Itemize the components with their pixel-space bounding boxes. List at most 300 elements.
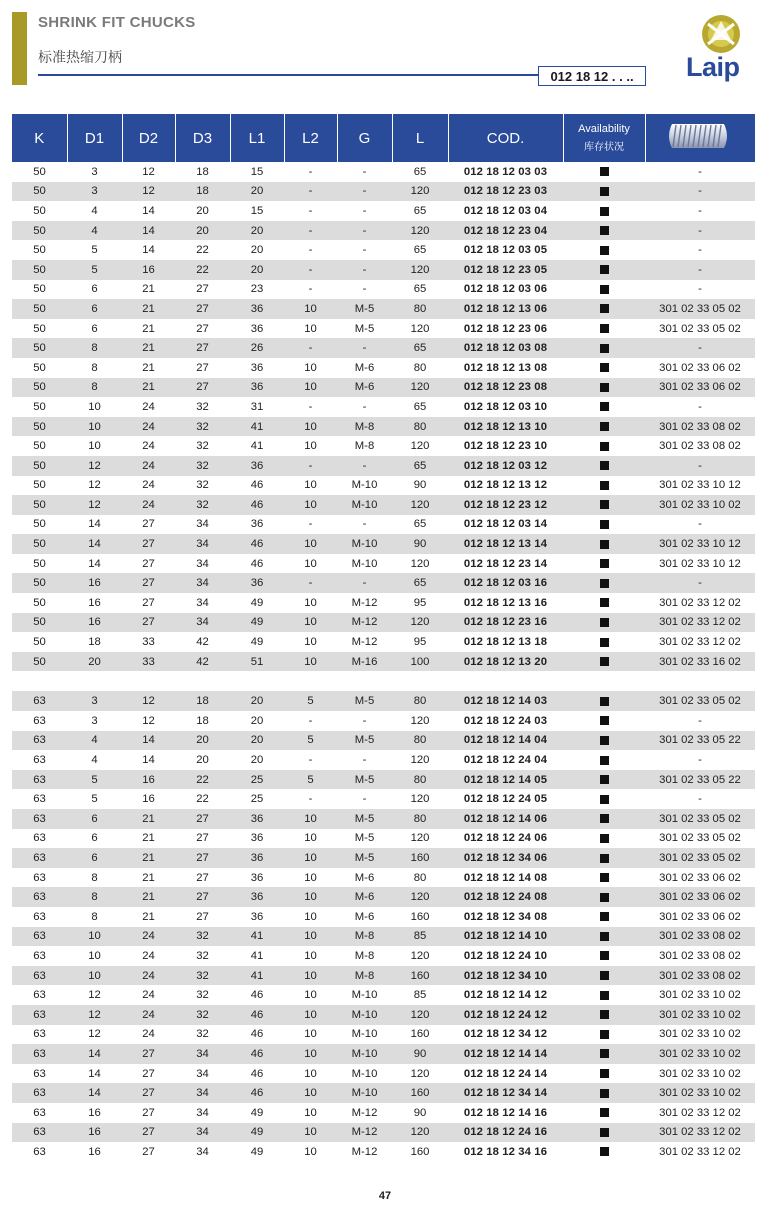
cell-d1: 6 xyxy=(67,809,122,829)
cell-d3: 27 xyxy=(196,283,209,296)
cell-k: 50 xyxy=(12,456,67,476)
cell-g: M-12 xyxy=(337,613,392,633)
cell-l2: 10 xyxy=(284,613,337,633)
cell-cod: 012 18 12 24 10 xyxy=(463,949,548,962)
cell-d1: 6 xyxy=(67,848,122,868)
cell-g: M-8 xyxy=(354,949,375,962)
cell-availability xyxy=(563,927,645,947)
cell-availability xyxy=(563,731,645,751)
cell-d3: 32 xyxy=(196,989,209,1002)
in-stock-square-icon xyxy=(600,246,609,255)
cell-cod: 012 18 12 23 04 xyxy=(448,221,563,241)
in-stock-square-icon xyxy=(600,207,609,216)
in-stock-square-icon xyxy=(600,795,609,804)
cell-d3: 27 xyxy=(175,299,230,319)
cell-d2: 21 xyxy=(142,283,155,296)
in-stock-square-icon xyxy=(600,932,609,941)
cell-k: 63 xyxy=(12,809,67,829)
cell-l: 95 xyxy=(413,596,427,609)
cell-l: 120 xyxy=(392,182,448,202)
cell-availability xyxy=(563,1064,645,1084)
cell-g: M-5 xyxy=(337,731,392,751)
col-header-k: K xyxy=(12,114,67,162)
cell-l1: 36 xyxy=(230,573,284,593)
cell-cod: 012 18 12 34 06 xyxy=(448,848,563,868)
cell-k: 50 xyxy=(33,518,46,531)
cell-d1: 14 xyxy=(67,1083,122,1103)
cell-g: M-8 xyxy=(337,966,392,986)
cell-availability xyxy=(563,299,645,319)
table-row xyxy=(12,201,755,221)
in-stock-square-icon xyxy=(600,618,609,627)
cell-l: 80 xyxy=(392,809,448,829)
cell-d2: 14 xyxy=(142,754,155,767)
cell-l2: - xyxy=(284,221,337,241)
cell-cod: 012 18 12 24 14 xyxy=(463,1067,548,1080)
cell-d2: 24 xyxy=(142,989,155,1002)
cell-d3: 27 xyxy=(196,871,209,884)
in-stock-square-icon xyxy=(600,854,609,863)
cell-l2: 10 xyxy=(304,989,317,1002)
cell-cod: 012 18 12 13 08 xyxy=(463,361,548,374)
cell-d1: 3 xyxy=(67,182,122,202)
cell-d3: 34 xyxy=(196,1067,209,1080)
cell-screw-code: - xyxy=(698,793,702,806)
cell-cod: 012 18 12 13 14 xyxy=(448,534,563,554)
cell-screw-code: 301 02 33 06 02 xyxy=(645,887,755,907)
cell-availability xyxy=(563,770,645,790)
cell-l: 160 xyxy=(392,848,448,868)
cell-d2: 27 xyxy=(122,1083,175,1103)
cell-d3: 32 xyxy=(175,1005,230,1025)
cell-l1: 46 xyxy=(250,1028,264,1041)
in-stock-square-icon xyxy=(600,442,609,451)
cell-g: M-6 xyxy=(354,361,375,374)
cell-availability xyxy=(563,456,645,476)
cell-screw-code: - xyxy=(698,518,702,531)
cell-l: 100 xyxy=(392,652,448,672)
cell-cod: 012 18 12 34 10 xyxy=(448,966,563,986)
cell-screw-code: 301 02 33 06 02 xyxy=(645,378,755,398)
cell-cod: 012 18 12 34 08 xyxy=(463,910,548,923)
cell-k: 50 xyxy=(12,260,67,280)
cell-cod: 012 18 12 14 14 xyxy=(448,1044,563,1064)
cell-l: 80 xyxy=(392,417,448,437)
col-header-d1: D1 xyxy=(67,114,122,162)
cell-screw-code: 301 02 33 06 02 xyxy=(659,361,741,374)
cell-availability xyxy=(563,534,645,554)
in-stock-square-icon xyxy=(600,1049,609,1058)
in-stock-square-icon xyxy=(600,971,609,980)
cell-screw-code: - xyxy=(698,165,702,178)
cell-cod: 012 18 12 23 08 xyxy=(448,378,563,398)
table-row xyxy=(12,966,755,986)
cell-k: 50 xyxy=(33,322,46,335)
cell-k: 63 xyxy=(12,1005,67,1025)
cell-d2: 14 xyxy=(142,244,155,257)
in-stock-square-icon xyxy=(600,520,609,529)
cell-k: 50 xyxy=(33,440,46,453)
cell-d1: 5 xyxy=(91,244,98,257)
header-divider xyxy=(38,74,538,76)
cell-d2: 21 xyxy=(142,322,155,335)
cell-d3: 18 xyxy=(175,691,230,711)
cell-l1: 36 xyxy=(250,518,264,531)
cell-l2: 10 xyxy=(284,1005,337,1025)
cell-l2: 10 xyxy=(304,322,317,335)
cell-d1: 8 xyxy=(91,910,98,923)
cell-l2: 10 xyxy=(284,1083,337,1103)
cell-d3: 22 xyxy=(196,793,209,806)
cell-d3: 27 xyxy=(196,910,209,923)
cell-l: 120 xyxy=(392,613,448,633)
cell-l: 120 xyxy=(410,949,430,962)
cell-g: M-5 xyxy=(337,770,392,790)
cell-l1: 15 xyxy=(250,204,264,217)
cell-l2: 10 xyxy=(304,361,317,374)
cell-l: 120 xyxy=(392,1005,448,1025)
cell-l1: 46 xyxy=(230,1044,284,1064)
cell-g: - xyxy=(362,714,367,727)
col-header-d3: D3 xyxy=(175,114,230,162)
cell-l1: 49 xyxy=(250,1145,264,1158)
cell-k: 50 xyxy=(12,378,67,398)
cell-g: M-5 xyxy=(354,832,375,845)
cell-screw-code: 301 02 33 06 02 xyxy=(659,910,741,923)
table-row xyxy=(12,652,755,672)
cell-l2: 10 xyxy=(304,440,317,453)
in-stock-square-icon xyxy=(600,912,609,921)
in-stock-square-icon xyxy=(600,500,609,509)
cell-cod: 012 18 12 03 03 xyxy=(463,165,548,178)
cell-d3: 34 xyxy=(175,1044,230,1064)
cell-d2: 24 xyxy=(142,440,155,453)
cell-cod: 012 18 12 23 14 xyxy=(463,557,548,570)
cell-screw-code: 301 02 33 08 02 xyxy=(659,949,741,962)
cell-l2: - xyxy=(284,573,337,593)
cell-k: 63 xyxy=(12,691,67,711)
in-stock-square-icon xyxy=(600,873,609,882)
table-row xyxy=(12,750,755,770)
cell-g: - xyxy=(337,456,392,476)
cell-cod: 012 18 12 14 16 xyxy=(463,1106,548,1119)
cell-availability xyxy=(563,985,645,1005)
cell-d3: 32 xyxy=(196,400,209,413)
cell-screw-code: 301 02 33 12 02 xyxy=(645,1123,755,1143)
cell-l2: - xyxy=(284,456,337,476)
cell-d1: 8 xyxy=(91,361,98,374)
cell-l: 120 xyxy=(410,557,430,570)
cell-d1: 16 xyxy=(88,1145,101,1158)
cell-cod: 012 18 12 23 10 xyxy=(463,440,548,453)
cell-l1: 41 xyxy=(230,927,284,947)
cell-availability xyxy=(563,162,645,182)
cell-k: 50 xyxy=(12,338,67,358)
cell-cod: 012 18 12 24 04 xyxy=(463,754,548,767)
cell-l1: 41 xyxy=(230,417,284,437)
cell-d2: 24 xyxy=(122,927,175,947)
cell-cod: 012 18 12 13 06 xyxy=(448,299,563,319)
table-row xyxy=(12,515,755,535)
cell-cod: 012 18 12 14 06 xyxy=(448,809,563,829)
cell-l2: 10 xyxy=(304,1028,317,1041)
cell-d2: 27 xyxy=(142,557,155,570)
table-row xyxy=(12,378,755,398)
cell-g: - xyxy=(362,244,367,257)
cell-d3: 32 xyxy=(175,495,230,515)
cell-l2: 10 xyxy=(304,871,317,884)
cell-l1: 36 xyxy=(250,322,264,335)
cell-g: M-16 xyxy=(337,652,392,672)
cell-l: 120 xyxy=(410,440,430,453)
cell-l: 120 xyxy=(392,260,448,280)
cell-screw-code: 301 02 33 05 02 xyxy=(659,322,741,335)
cell-l2: 5 xyxy=(284,691,337,711)
in-stock-square-icon xyxy=(600,344,609,353)
cell-cod: 012 18 12 13 20 xyxy=(448,652,563,672)
cell-l: 65 xyxy=(413,283,427,296)
cell-d1: 16 xyxy=(67,613,122,633)
availability-label-zh: 库存状况 xyxy=(584,142,624,153)
cell-d1: 10 xyxy=(67,927,122,947)
table-body xyxy=(12,162,755,1162)
cell-cod: 012 18 12 13 12 xyxy=(463,479,548,492)
cell-l1: 46 xyxy=(230,1005,284,1025)
cell-screw-code: 301 02 33 12 02 xyxy=(659,1145,741,1158)
in-stock-square-icon xyxy=(600,736,609,745)
cell-l1: 36 xyxy=(230,809,284,829)
in-stock-square-icon xyxy=(600,167,609,176)
cell-l2: 10 xyxy=(284,378,337,398)
cell-d2: 27 xyxy=(122,613,175,633)
cell-d2: 24 xyxy=(142,1028,155,1041)
in-stock-square-icon xyxy=(600,775,609,784)
table-row xyxy=(12,809,755,829)
table-row xyxy=(12,731,755,751)
cell-d1: 8 xyxy=(67,887,122,907)
cell-l: 120 xyxy=(410,322,430,335)
cell-d2: 24 xyxy=(122,495,175,515)
cell-g: M-6 xyxy=(337,378,392,398)
cell-k: 63 xyxy=(12,770,67,790)
in-stock-square-icon xyxy=(600,951,609,960)
table-row xyxy=(12,829,755,849)
cell-l1: 46 xyxy=(230,1083,284,1103)
cell-screw-code: 301 02 33 10 12 xyxy=(659,557,741,570)
cell-l2: 10 xyxy=(284,495,337,515)
cell-screw-code: - xyxy=(698,204,702,217)
table-row xyxy=(12,1103,755,1123)
cell-d1: 6 xyxy=(91,322,98,335)
cell-availability xyxy=(563,1005,645,1025)
cell-d1: 10 xyxy=(88,400,101,413)
cell-l: 65 xyxy=(413,400,427,413)
cell-d3: 18 xyxy=(175,182,230,202)
table-row xyxy=(12,1083,755,1103)
col-header-l1: L1 xyxy=(230,114,284,162)
cell-d1: 16 xyxy=(88,596,101,609)
cell-k: 63 xyxy=(12,966,67,986)
page-subtitle: 标准热缩刀柄 xyxy=(38,50,122,66)
cell-l2: 10 xyxy=(284,848,337,868)
cell-g: - xyxy=(337,260,392,280)
cell-availability xyxy=(563,319,645,339)
cell-g: M-5 xyxy=(337,691,392,711)
cell-d1: 6 xyxy=(91,832,98,845)
cell-d1: 10 xyxy=(88,440,101,453)
table-row xyxy=(12,593,755,613)
cell-l1: 46 xyxy=(250,479,264,492)
cell-cod: 012 18 12 14 08 xyxy=(463,871,548,884)
cell-d2: 27 xyxy=(122,1123,175,1143)
cell-g: M-10 xyxy=(337,1083,392,1103)
cell-d1: 10 xyxy=(67,966,122,986)
cell-g: M-10 xyxy=(337,495,392,515)
in-stock-square-icon xyxy=(600,657,609,666)
cell-screw-code: - xyxy=(698,283,702,296)
cell-cod: 012 18 12 03 16 xyxy=(448,573,563,593)
cell-l: 120 xyxy=(410,714,430,727)
table-row xyxy=(12,260,755,280)
cell-screw-code: 301 02 33 08 02 xyxy=(659,440,741,453)
cell-k: 50 xyxy=(33,636,46,649)
cell-d3: 34 xyxy=(196,1106,209,1119)
cell-cod: 012 18 12 13 16 xyxy=(463,596,548,609)
cell-l1: 36 xyxy=(250,361,264,374)
cell-g: M-5 xyxy=(337,809,392,829)
cell-k: 50 xyxy=(12,534,67,554)
cell-k: 63 xyxy=(33,1067,46,1080)
cell-availability xyxy=(563,436,645,456)
cell-k: 50 xyxy=(12,613,67,633)
cell-g: M-12 xyxy=(351,1145,378,1158)
cell-availability xyxy=(563,907,645,927)
cell-d3: 27 xyxy=(175,848,230,868)
cell-l2: - xyxy=(308,714,313,727)
table-header-row xyxy=(12,114,755,162)
threaded-screw-icon xyxy=(664,120,736,152)
cell-d2: 14 xyxy=(122,221,175,241)
cell-d2: 16 xyxy=(122,260,175,280)
cell-d2: 12 xyxy=(122,691,175,711)
cell-cod: 012 18 12 03 12 xyxy=(448,456,563,476)
cell-availability xyxy=(563,495,645,515)
cell-l: 80 xyxy=(392,299,448,319)
cell-l: 160 xyxy=(410,1145,430,1158)
cell-screw-code: - xyxy=(645,221,755,241)
cell-availability xyxy=(563,868,645,888)
cell-k: 63 xyxy=(12,848,67,868)
cell-availability xyxy=(563,848,645,868)
cell-k: 50 xyxy=(12,221,67,241)
cell-l2: 10 xyxy=(304,1145,317,1158)
cell-availability xyxy=(563,358,645,378)
table-row xyxy=(12,1123,755,1143)
cell-availability xyxy=(563,946,645,966)
cell-l1: 41 xyxy=(250,440,264,453)
col-header-g: G xyxy=(337,114,392,162)
cell-availability xyxy=(563,750,645,770)
table-row xyxy=(12,358,755,378)
cell-screw-code: 301 02 33 05 02 xyxy=(659,832,741,845)
cell-k: 50 xyxy=(33,479,46,492)
cell-l1: 46 xyxy=(250,1067,264,1080)
cell-d1: 14 xyxy=(88,557,101,570)
col-header-l: L xyxy=(392,114,448,162)
cell-d2: 27 xyxy=(142,1067,155,1080)
table-row xyxy=(12,1142,755,1162)
cell-g: M-10 xyxy=(351,989,378,1002)
cell-cod: 012 18 12 24 05 xyxy=(463,793,548,806)
cell-d3: 22 xyxy=(196,244,209,257)
cell-l2: - xyxy=(308,754,313,767)
cell-screw-code: 301 02 33 05 02 xyxy=(645,848,755,868)
cell-l: 90 xyxy=(392,534,448,554)
cell-g: M-8 xyxy=(337,927,392,947)
cell-l2: 10 xyxy=(304,832,317,845)
cell-screw-code: 301 02 33 10 12 xyxy=(645,534,755,554)
cell-g: M-10 xyxy=(337,1005,392,1025)
cell-d3: 18 xyxy=(196,165,209,178)
cell-g: - xyxy=(337,573,392,593)
cell-l2: 10 xyxy=(284,1044,337,1064)
cell-availability xyxy=(563,652,645,672)
spec-table xyxy=(12,114,755,1162)
cell-k: 63 xyxy=(12,927,67,947)
cell-l1: 46 xyxy=(250,557,264,570)
cell-d3: 20 xyxy=(196,754,209,767)
cell-screw-code: 301 02 33 08 02 xyxy=(645,417,755,437)
in-stock-square-icon xyxy=(600,1030,609,1039)
cell-d2: 14 xyxy=(142,204,155,217)
cell-availability xyxy=(563,397,645,417)
cell-g: M-10 xyxy=(351,557,378,570)
accent-bar xyxy=(12,12,27,85)
table-row xyxy=(12,319,755,339)
cell-screw-code: 301 02 33 05 22 xyxy=(645,731,755,751)
cell-g: - xyxy=(362,204,367,217)
cell-availability xyxy=(563,966,645,986)
cell-l: 65 xyxy=(413,244,427,257)
cell-l2: - xyxy=(308,244,313,257)
in-stock-square-icon xyxy=(600,756,609,765)
cell-d3: 32 xyxy=(175,927,230,947)
cell-k: 63 xyxy=(12,1044,67,1064)
table-row xyxy=(12,907,755,927)
cell-d3: 34 xyxy=(175,1123,230,1143)
cell-k: 63 xyxy=(33,754,46,767)
cell-l: 85 xyxy=(392,927,448,947)
cell-d3: 27 xyxy=(196,322,209,335)
cell-availability xyxy=(563,378,645,398)
cell-l1: 20 xyxy=(230,691,284,711)
cell-d3: 27 xyxy=(196,361,209,374)
cell-d2: 21 xyxy=(142,871,155,884)
cell-l2: 10 xyxy=(304,636,317,649)
cell-d3: 22 xyxy=(175,260,230,280)
cell-d3: 20 xyxy=(175,221,230,241)
cell-k: 63 xyxy=(33,949,46,962)
cell-d2: 24 xyxy=(142,949,155,962)
cell-d3: 18 xyxy=(196,714,209,727)
cell-availability xyxy=(563,711,645,731)
cell-l: 120 xyxy=(410,832,430,845)
cell-d1: 5 xyxy=(91,793,98,806)
cell-d2: 21 xyxy=(122,887,175,907)
in-stock-square-icon xyxy=(600,461,609,470)
in-stock-square-icon xyxy=(600,226,609,235)
cell-k: 63 xyxy=(33,1145,46,1158)
